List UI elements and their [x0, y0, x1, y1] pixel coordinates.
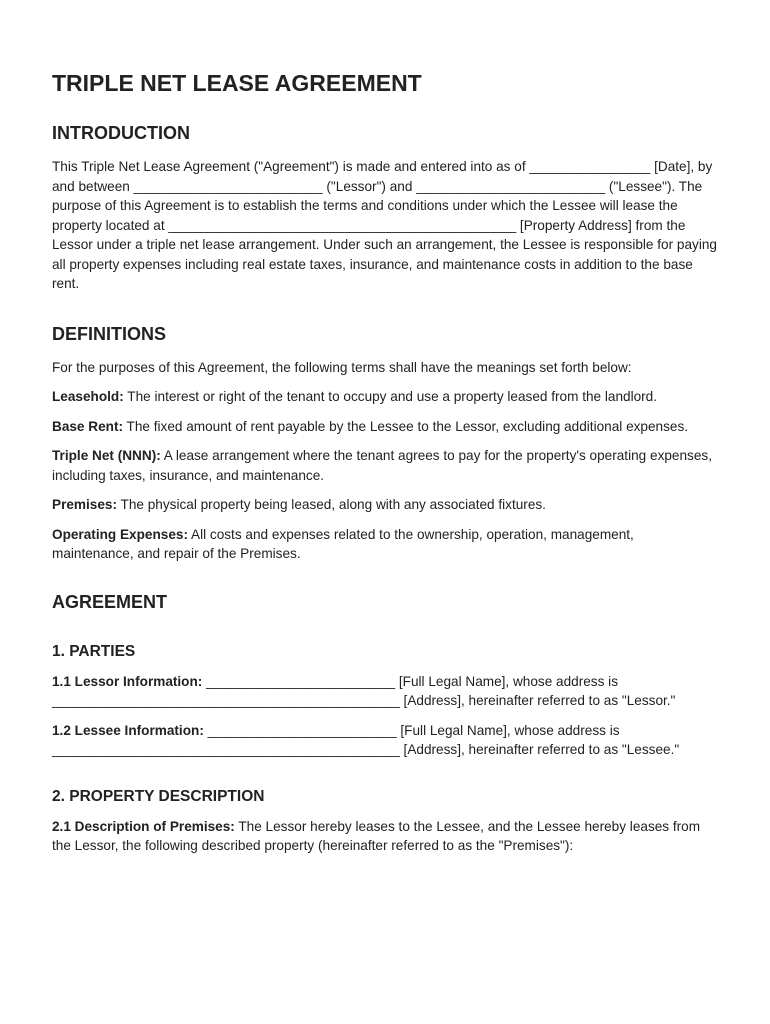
introduction-heading: INTRODUCTION [52, 123, 190, 143]
definition-term: Operating Expenses: [52, 526, 188, 542]
parties-heading: 1. PARTIES [52, 642, 136, 660]
definition-term: Premises: [52, 497, 117, 512]
clause-text: _________________________ [Full Legal Name], whose address is ______________________________________________ [Address], hereinafter referred to as "Lessee." [52, 722, 680, 757]
introduction-paragraph: This Triple Net Lease Agreement ("Agreement") is made and entered into as of ________________ [Date], by and between _________________________ ("Lessor") and _________________________ ("Lessee"). The purpose of this Agreement is to establish the terms and conditions under which the Lessee will lease the property located at ______________________________________________ [Property Address] from the Lessor under a triple net lease arrangement. Under such an arrangement, the Lessee is responsible for paying all property expenses including real estate taxes, insurance, and maintenance costs in addition to the base rent. [52, 159, 717, 291]
definition-text: The fixed amount of rent payable by the Lessee to the Lessor, excluding additional expenses. [123, 418, 689, 434]
definition-base-rent [52, 417, 718, 437]
clause-term: 2.1 Description of Premises: [52, 818, 235, 834]
clause-term: 1.2 Lessee Information: [52, 722, 204, 738]
clause-lessee-information [52, 721, 718, 760]
clause-description-of-premises [52, 817, 718, 856]
definition-term: Leasehold: [52, 389, 124, 404]
introduction-section [52, 123, 718, 294]
clause-term: 1.1 Lessor Information: [52, 673, 203, 689]
clause-lessor-information [52, 672, 718, 711]
definition-text: The interest or right of the tenant to occupy and use a property leased from the landlord. [123, 389, 658, 404]
agreement-section [52, 592, 718, 856]
clause-text: _________________________ [Full Legal Name], whose address is ______________________________________________ [Address], hereinafter referred to as "Lessor." [52, 673, 676, 708]
definitions-heading: DEFINITIONS [52, 323, 167, 344]
definitions-lead: For the purposes of this Agreement, the following terms shall have the meanings set forth below: [52, 359, 632, 375]
definition-leasehold [52, 387, 718, 407]
definition-term: Triple Net (NNN): [52, 448, 161, 463]
definition-text: All costs and expenses related to the ownership, operation, management, maintenance, and repair of the Premises. [52, 526, 634, 561]
definition-text: A lease arrangement where the tenant agrees to pay for the property's operating expenses, including taxes, insurance, and maintenance. [52, 448, 712, 483]
definition-premises [52, 495, 718, 515]
agreement-heading: AGREEMENT [52, 591, 168, 612]
document-title: TRIPLE NET LEASE AGREEMENT [52, 70, 422, 96]
definitions-section [52, 324, 718, 564]
definition-text: The physical property being leased, along with any associated fixtures. [117, 497, 546, 512]
definition-term: Base Rent: [52, 418, 124, 434]
definition-triple-net [52, 446, 718, 485]
clause-text: The Lessor hereby leases to the Lessee, and the Lessee hereby leases from the Lessor, the following described property (hereinafter referred to as the "Premises"): [52, 818, 701, 853]
definition-operating-expenses [52, 525, 718, 564]
property-description-heading: 2. PROPERTY DESCRIPTION [52, 787, 265, 805]
